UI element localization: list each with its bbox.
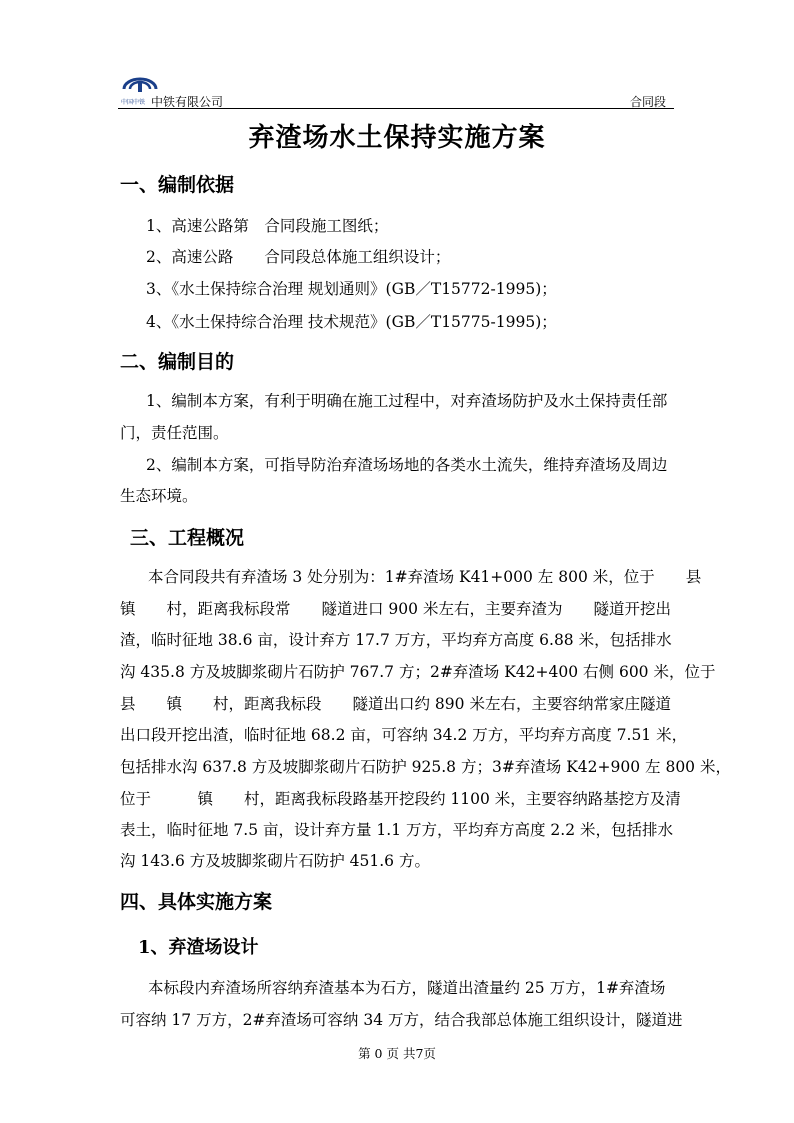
section-heading-purpose: 二、编制目的 xyxy=(120,351,235,373)
paragraph-line: 镇 村，距离我标段常 隧道进口 900 米左右，主要弃渣为 隧道开挖出 xyxy=(120,600,671,618)
section-label: 合同段 xyxy=(630,95,667,109)
document-title: 弃渣场水土保持实施方案 xyxy=(248,123,546,153)
list-item: 2、高速公路 合同段总体施工组织设计； xyxy=(146,248,451,266)
company-name: 中铁有限公司 xyxy=(151,95,224,109)
paragraph-line: 本标段内弃渣场所容纳弃渣基本为石方，隧道出渣量约 25 万方，1#弃渣场 xyxy=(148,979,666,997)
paragraph-line: 县 镇 村，距离我标段 隧道出口约 890 米左右，主要容纳常家庄隧道 xyxy=(120,695,671,713)
paragraph-line: 渣，临时征地 38.6 亩，设计弃方 17.7 万方，平均弃方高度 6.88 米，包括排水 xyxy=(120,631,672,649)
section-heading-overview: 三、工程概况 xyxy=(130,527,245,549)
paragraph-line: 可容纳 17 万方，2#弃渣场可容纳 34 万方，结合我部总体施工组织设计，隧道进 xyxy=(120,1011,683,1029)
paragraph-line: 沟 435.8 方及坡脚浆砌片石防护 767.7 方；2#弃渣场 K42+400 右侧 600 米，位于 xyxy=(120,663,716,681)
paragraph-line: 生态环境。 xyxy=(120,487,198,505)
paragraph-line: 沟 143.6 方及坡脚浆砌片石防护 451.6 方。 xyxy=(120,852,430,870)
paragraph-line: 门，责任范围。 xyxy=(120,424,229,442)
header-rule xyxy=(118,108,674,109)
list-item: 4、《水土保持综合治理 技术规范》(GB／T15775-1995)； xyxy=(146,313,557,331)
paragraph-line: 位于 镇 村，距离我标段路基开挖段约 1100 米，主要容纳路基挖方及清 xyxy=(120,790,681,808)
list-item: 3、《水土保持综合治理 规划通则》(GB／T15772-1995)； xyxy=(146,280,557,298)
paragraph-line: 2、编制本方案，可指导防治弃渣场场地的各类水土流失，维持弃渣场及周边 xyxy=(146,456,668,474)
page-footer: 第 0 页 共7页 xyxy=(358,1046,436,1061)
logo-text: 中国中铁 xyxy=(121,99,146,106)
paragraph-line: 出口段开挖出渣，临时征地 68.2 亩，可容纳 34.2 万方，平均弃方高度 7.51 米， xyxy=(120,726,688,744)
section-heading-basis: 一、编制依据 xyxy=(120,174,235,196)
paragraph-line: 本合同段共有弃渣场 3 处分别为：1#弃渣场 K41+000 左 800 米，位于 县 xyxy=(148,568,702,586)
paragraph-line: 1、编制本方案，有利于明确在施工过程中，对弃渣场防护及水土保持责任部 xyxy=(146,392,668,410)
paragraph-line: 包括排水沟 637.8 方及坡脚浆砌片石防护 925.8 方；3#弃渣场 K42+900 左 800 米， xyxy=(120,758,731,776)
subsection-heading: 1、弃渣场设计 xyxy=(138,937,259,958)
list-item: 1、高速公路第 合同段施工图纸； xyxy=(146,217,389,235)
paragraph-line: 表土，临时征地 7.5 亩，设计弃方量 1.1 万方，平均弃方高度 2.2 米，包括排水 xyxy=(120,821,674,839)
section-heading-implementation: 四、具体实施方案 xyxy=(120,891,273,913)
